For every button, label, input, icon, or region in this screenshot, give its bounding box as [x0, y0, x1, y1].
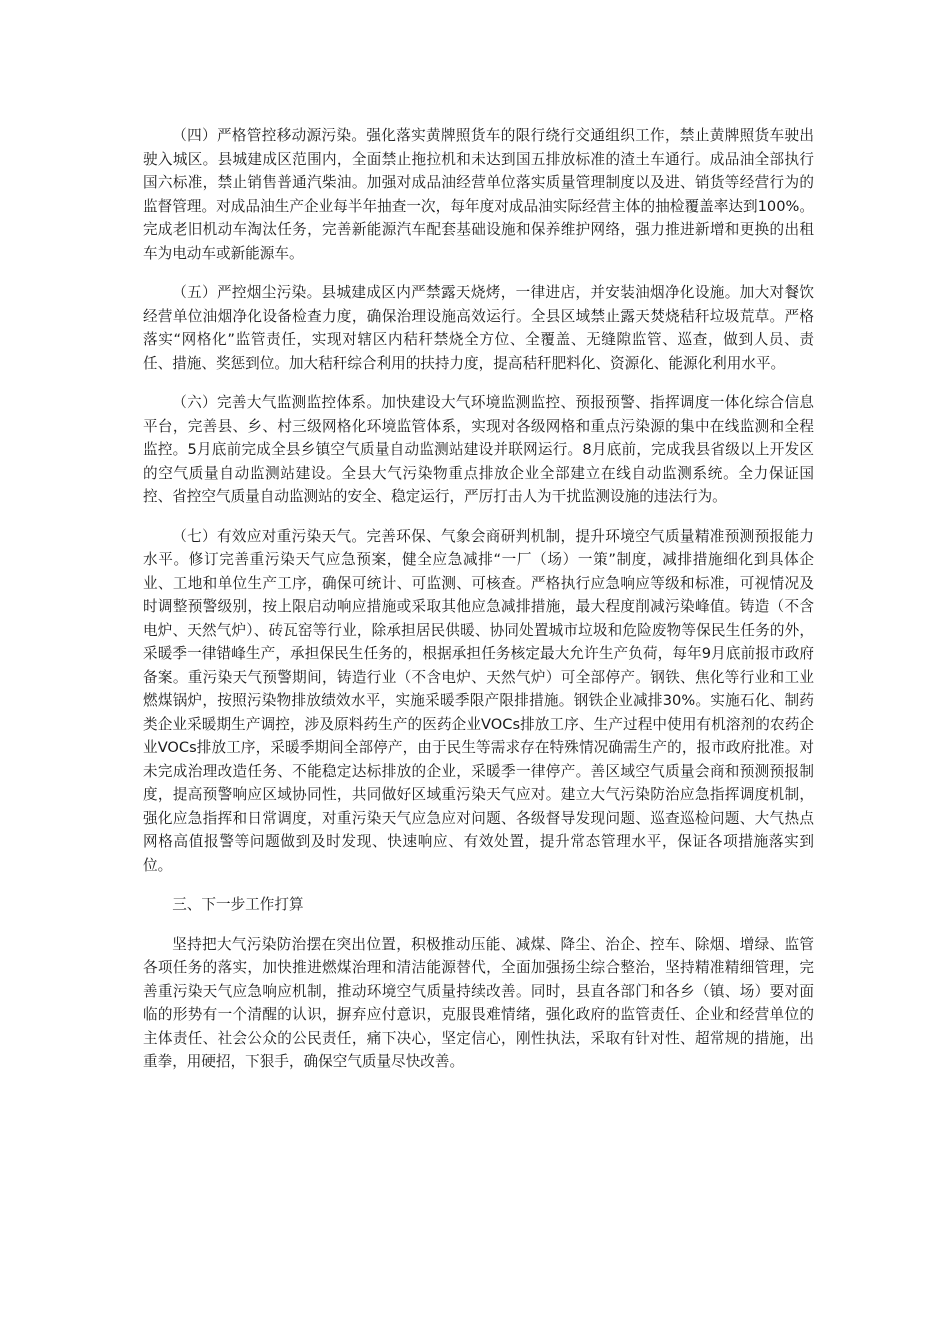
section-heading-next-steps: 三、下一步工作打算 [172, 896, 304, 913]
paragraph-smoke-dust-pollution: （五）严控烟尘污染。县城建成区内严禁露天烧烤，一律进店，并安装油烟净化设施。加大对餐饮经营单位油烟净化设备检查力度，确保治理设施高效运行。全县区域禁止露天焚烧秸秆垃圾荒草。严格落实“网格化”监管责任，实现对辖区内秸秆禁烧全方位、全覆盖、无缝隙监管、巡查，做到人员、责任、措施、奖惩到位。加大秸秆综合利用的扶持力度，提高秸秆肥料化、资源化、能源化利用水平。 [143, 284, 814, 372]
paragraph-closing: 坚持把大气污染防治摆在突出位置，积极推动压能、减煤、降尘、治企、控车、除烟、增绿、监管各项任务的落实，加快推进燃煤治理和清洁能源替代，全面加强扬尘综合整治，坚持精准精细管理，完善重污染天气应急响应机制，推动环境空气质量持续改善。同时，县直各部门和各乡（镇、场）要对面临的形势有一个清醒的认识，摒弃应付意识，克服畏难情绪，强化政府的监管责任、企业和经营单位的主体责任、社会公众的公民责任，痛下决心，坚定信心，刚性执法，采取有针对性、超常规的措施，出重拳，用硬招，下狠手，确保空气质量尽快改善。 [143, 935, 814, 1070]
paragraph-heavy-pollution-response: （七）有效应对重污染天气。完善环保、气象会商研判机制，提升环境空气质量精准预测预报能力水平。修订完善重污染天气应急预案，健全应急减排“一厂（场）一策”制度，减排措施细化到具体企业、工地和单位生产工序，确保可统计、可监测、可核查。严格执行应急响应等级和标准，可视情况及时调整预警级别，按上限启动响应措施或采取其他应急减排措施，最大程度削减污染峰值。铸造（不含电炉、天然气炉）、砖瓦窑等行业，除承担居民供暖、协同处置城市垃圾和危险废物等保民生任务的外，采暖季一律错峰生产，承担保民生任务的，根据承担任务核定最大允许生产负荷，每年9月底前报市政府备案。重污染天气预警期间，铸造行业（不含电炉、天然气炉）可全部停产。钢铁、焦化等行业和工业燃煤锅炉，按照污染物排放绩效水平，实施采暖季限产限排措施。钢铁企业减排30%。实施石化、制药类企业采暖期生产调控，涉及原料药生产的医药企业VOCs排放工序、生产过程中使用有机溶剂的农药企业VOCs排放工序，采暖季期间全部停产，由于民生等需求存在特殊情况确需生产的，报市政府批准。对未完成治理改造任务、不能稳定达标排放的企业，采暖季一律停产。善区域空气质量会商和预测预报制度，提高预警响应区域协同性，共同做好区域重污染天气应对。建立大气污染防治应急指挥调度机制，强化应急指挥和日常调度，对重污染天气应急应对问题、各级督导发现问题、巡查巡检问题、大气热点网格高值报警等问题做到及时发现、快速响应、有效处置，提升常态管理水平，保证各项措施落实到位。 [143, 527, 814, 874]
document-body [143, 124, 814, 1090]
paragraph-mobile-source-pollution: （四）严格管控移动源污染。强化落实黄牌照货车的限行绕行交通组织工作，禁止黄牌照货车驶出驶入城区。县城建成区范围内，全面禁止拖拉机和未达到国五排放标准的渣土车通行。成品油全部执行国六标准，禁止销售普通汽柴油。加强对成品油经营单位落实质量管理制度以及进、销货等经营行为的监督管理。对成品油生产企业每半年抽查一次，每年度对成品油实际经营主体的抽检覆盖率达到100%。完成老旧机动车淘汰任务，完善新能源汽车配套基础设施和保养维护网络，强力推进新增和更换的出租车为电动车或新能源车。 [143, 127, 814, 262]
paragraph-air-monitoring-system: （六）完善大气监测监控体系。加快建设大气环境监测监控、预报预警、指挥调度一体化综合信息平台，完善县、乡、村三级网格化环境监管体系，实现对各级网格和重点污染源的集中在线监测和全程监控。5月底前完成全县乡镇空气质量自动监测站建设并联网运行。8月底前，完成我县省级以上开发区的空气质量自动监测站建设。全县大气污染物重点排放企业全部建立在线自动监测系统。全力保证国控、省控空气质量自动监测站的安全、稳定运行，严厉打击人为干扰监测设施的违法行为。 [143, 394, 814, 505]
